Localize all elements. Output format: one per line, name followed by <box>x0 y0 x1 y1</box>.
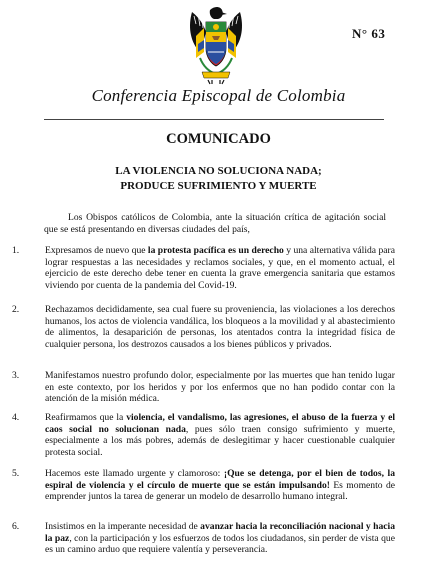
list-item-number: 1. <box>12 245 20 256</box>
emphasis-text: violencia, el vandalismo, las agresiones, el abuso de la fuerza y el caos social no solucionan nada <box>45 412 395 435</box>
list-item-text <box>45 412 395 458</box>
body-text: Es momento de emprender juntos la tarea de generar un modelo de desarrollo humano integral. <box>45 479 395 503</box>
subtitle-line-2: PRODUCE SUFRIMIENTO Y MUERTE <box>120 180 317 192</box>
list-item-text <box>45 304 395 350</box>
list-item-number: 3. <box>12 370 20 381</box>
list-item-number: 4. <box>12 412 20 423</box>
list-item-text <box>45 468 395 503</box>
body-text: y una alternativa válida para lograr respuestas a las necesidades y reclamos sociales, y que, en el momento actual, el ejercicio de este derecho debe tener en cuenta la grave emergencia sanitaria que estamos viviendo por cuenta de la pandemia del Covid-19. <box>45 245 395 291</box>
emphasis-text: ¡Que se detenga, por el bien de todos, la espiral de violencia y el círculo de muerte que se están impulsando! <box>45 468 395 491</box>
body-text: Expresamos de nuevo que <box>45 245 148 256</box>
document-number: N° 63 <box>352 26 386 41</box>
list-item-number: 6. <box>12 521 20 532</box>
body-text: , con la participación y los esfuerzos de todos los ciudadanos, sin perder de vista que es un camino arduo que requiere valentía y perseverancia. <box>45 532 395 556</box>
body-text: Reafirmamos que la <box>45 412 127 423</box>
intro-paragraph: Los Obispos católicos de Colombia, ante la situación crítica de agitación social que se está presentando en diversas ciudades del país, <box>44 212 386 235</box>
emphasis-text: la protesta pacífica es un derecho <box>147 245 284 256</box>
subtitle-line-1: LA VIOLENCIA NO SOLUCIONA NADA; <box>115 165 322 177</box>
body-text: Hacemos este llamado urgente y clamoroso: <box>45 468 224 479</box>
body-text: Manifestamos nuestro profundo dolor, especialmente por las muertes que han tenido lugar en este contexto, por los heridos y por los enfermos que no han podido contar con la atención de la misión médica. <box>45 370 395 405</box>
header-divider <box>44 119 384 120</box>
emphasis-text: avanzar hacia la reconciliación nacional y hacia la paz <box>45 521 395 544</box>
list-item-text <box>45 245 395 291</box>
list-item-text <box>45 370 395 405</box>
organization-name: Conferencia Episcopal de Colombia <box>91 86 346 105</box>
body-text: Rechazamos decididamente, sea cual fuere su proveniencia, las violaciones a los derechos humanos, los actos de violencia vandálica, los bloqueos a la movilidad y al abastecimiento de alimentos, la desaparición de personas, los atentados contra la integridad física de cualquier persona, los destrozos causados a los bienes públicos y privados. <box>45 304 395 350</box>
list-item-text <box>45 521 395 556</box>
list-item-number: 2. <box>12 304 20 315</box>
body-text: , pues sólo traen consigo sufrimiento y muerte, especialmente a los más pobres, además de deslegitimar y hacer cuestionable cualquier protesta social. <box>45 423 395 458</box>
body-text: Insistimos en la imperante necesidad de <box>45 521 201 532</box>
page-title: COMUNICADO <box>166 131 271 147</box>
coat-of-arms-icon <box>184 6 248 86</box>
list-item-number: 5. <box>12 468 20 479</box>
